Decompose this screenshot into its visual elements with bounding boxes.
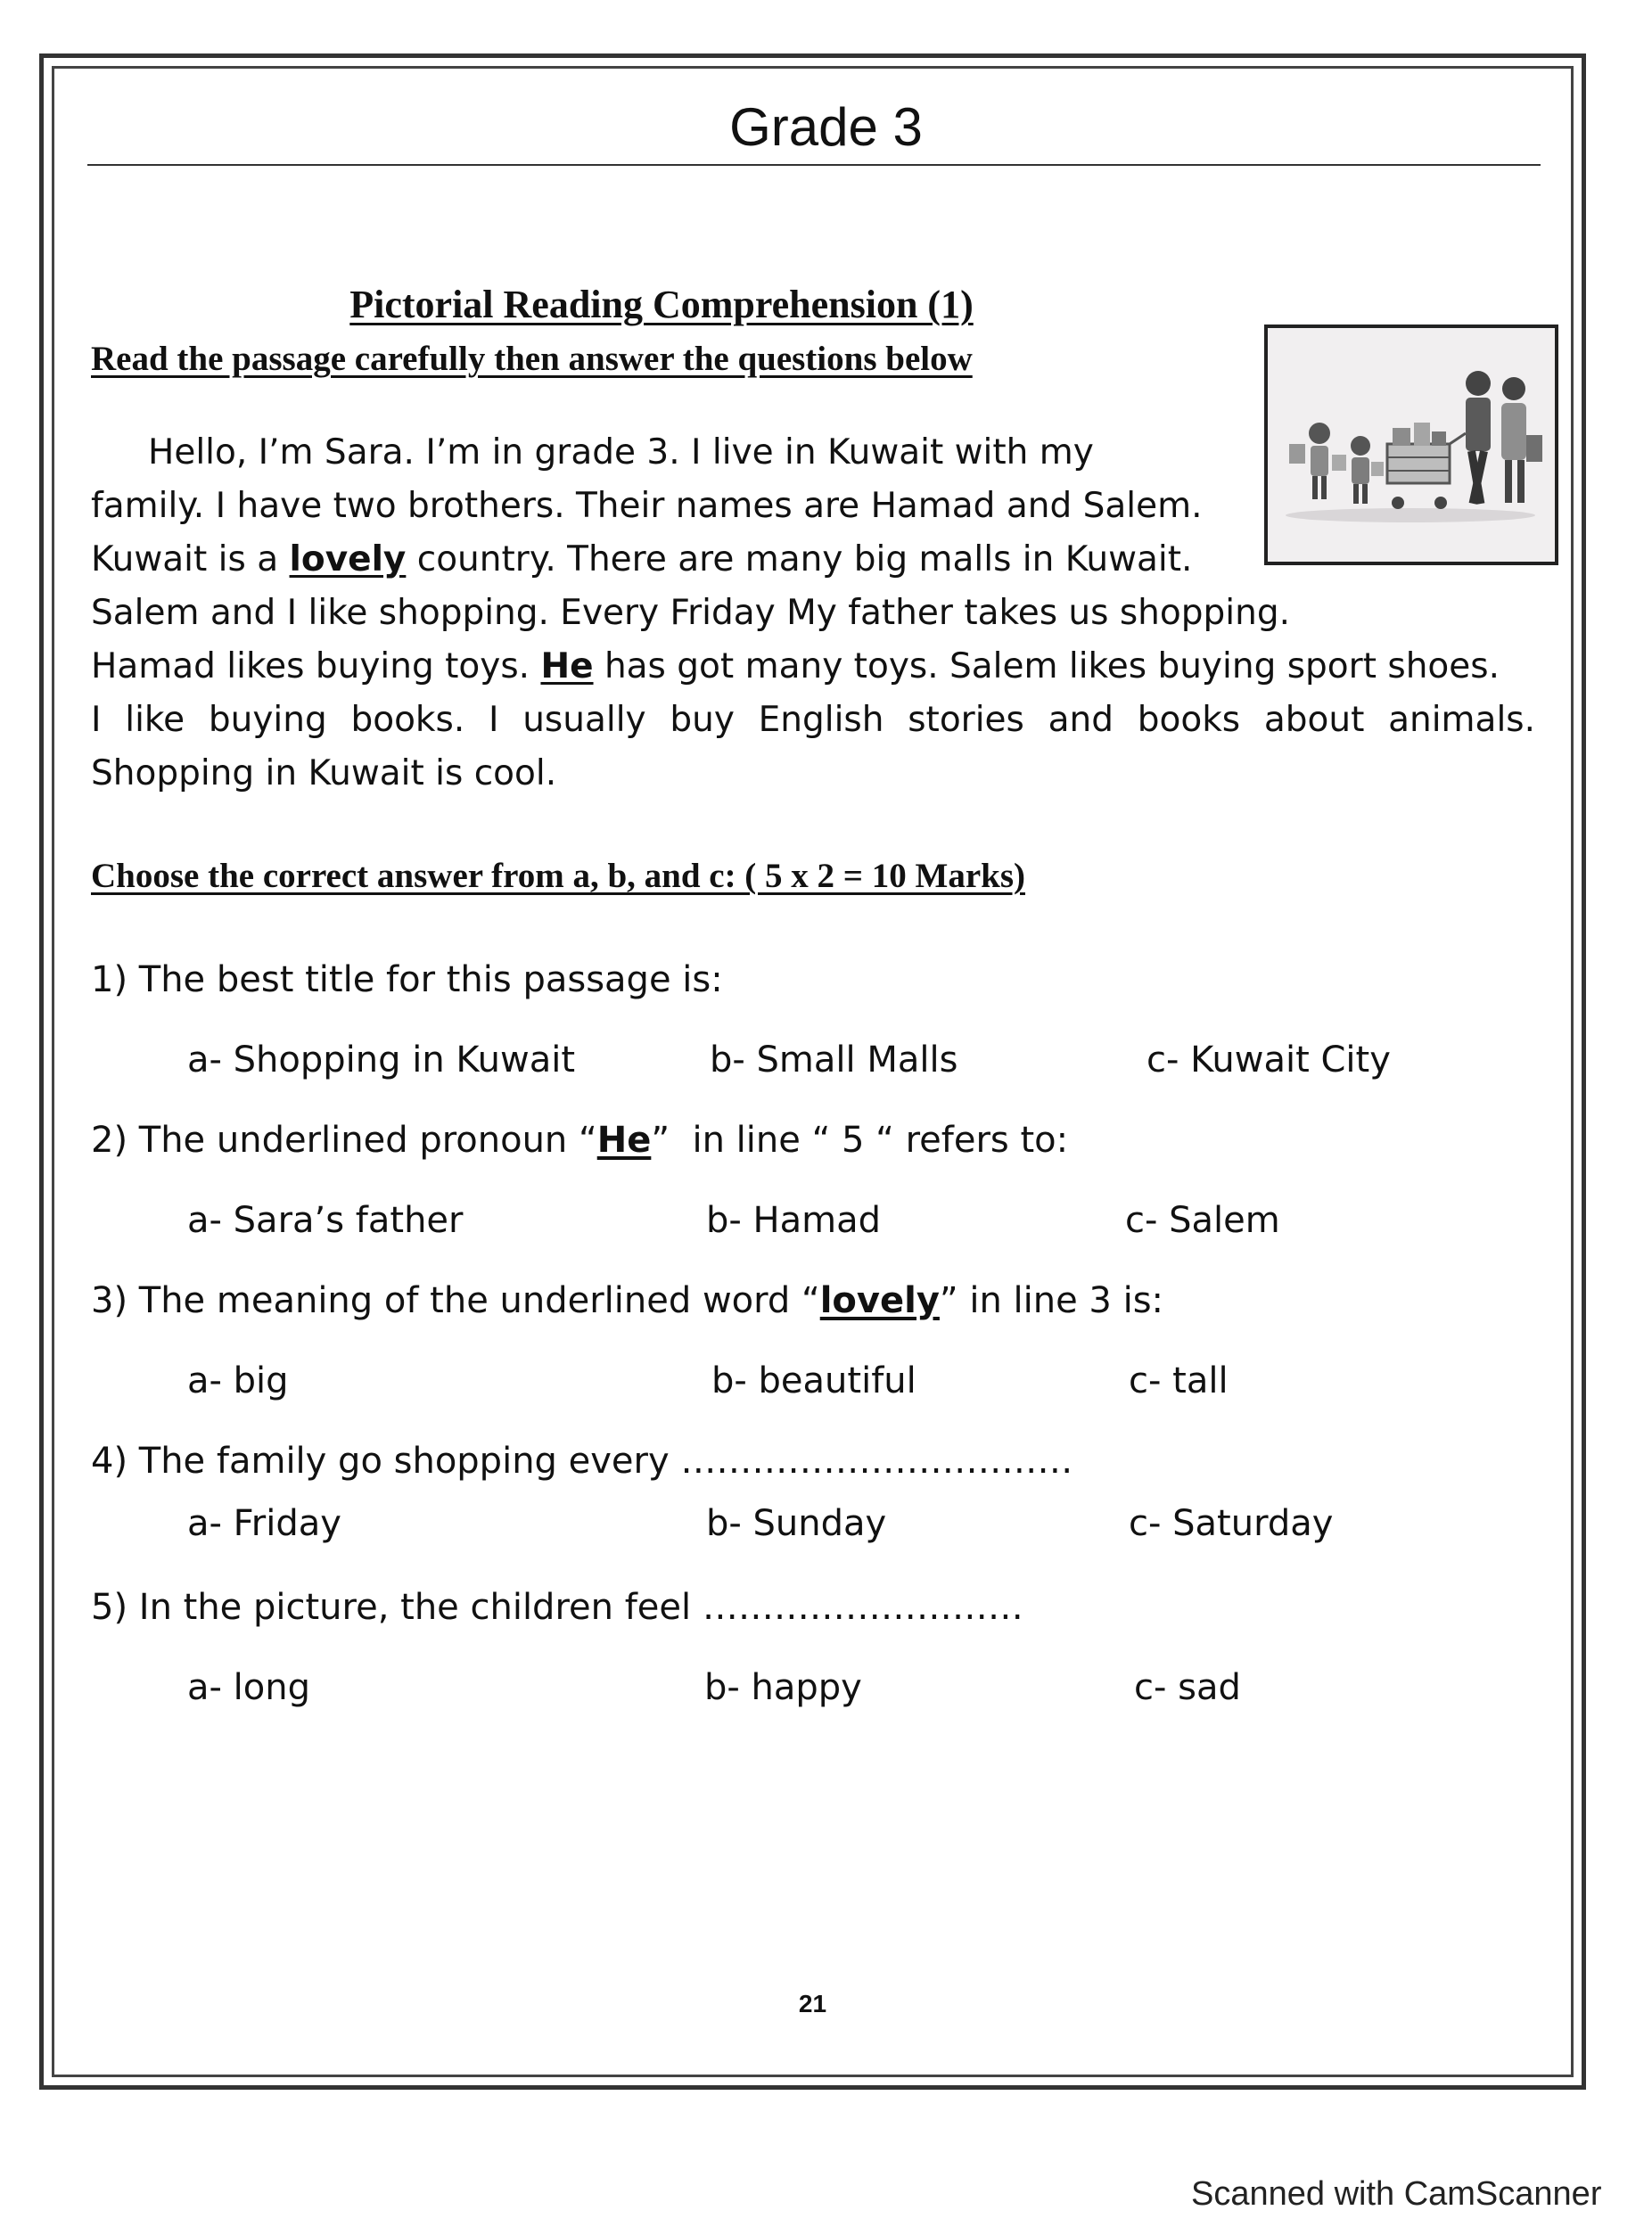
q2-option-b[interactable]: b- Hamad <box>706 1200 881 1241</box>
question-5: 5) In the picture, the children feel ……………………… <box>91 1587 1023 1628</box>
passage-line-4: Salem and I like shopping. Every Friday My father takes us shopping. <box>91 593 1290 633</box>
question-1: 1) The best title for this passage is: <box>91 959 723 1000</box>
passage-line-7: Shopping in Kuwait is cool. <box>91 753 557 793</box>
scanner-watermark: Scanned with CamScanner <box>1191 2175 1602 2213</box>
passage-line-6: I like buying books. I usually buy English stories and books about animals. <box>91 700 1535 740</box>
q3-option-b[interactable]: b- beautiful <box>711 1360 916 1401</box>
passage-line-2: family. I have two brothers. Their names are Hamad and Salem. <box>91 486 1203 526</box>
q5-option-a[interactable]: a- long <box>187 1667 310 1708</box>
q4-option-b[interactable]: b- Sunday <box>706 1503 887 1544</box>
worksheet-instruction: Read the passage carefully then answer the questions below <box>91 340 973 378</box>
q3-option-a[interactable]: a- big <box>187 1360 289 1401</box>
choose-answer-heading: Choose the correct answer from a, b, and c: ( 5 x 2 = 10 Marks) <box>91 857 1025 895</box>
question-4: 4) The family go shopping every …………………………… <box>91 1441 1073 1482</box>
title-divider <box>87 164 1541 166</box>
q4-option-c[interactable]: c- Saturday <box>1129 1503 1334 1544</box>
passage-line-1: Hello, I’m Sara. I’m in grade 3. I live in Kuwait with my <box>148 432 1094 472</box>
underlined-word-lovely: lovely <box>289 539 407 579</box>
grade-heading: Grade 3 <box>729 97 923 157</box>
family-shopping-illustration <box>1268 328 1555 562</box>
family-shopping-picture <box>1264 325 1558 565</box>
question-3: 3) The meaning of the underlined word “lovely” in line 3 is: <box>91 1280 1164 1321</box>
q2-option-c[interactable]: c- Salem <box>1125 1200 1280 1241</box>
q2-option-a[interactable]: a- Sara’s father <box>187 1200 464 1241</box>
q1-option-a[interactable]: a- Shopping in Kuwait <box>187 1039 576 1081</box>
worksheet-title: Pictorial Reading Comprehension (1) <box>349 283 974 326</box>
passage-line-5: Hamad likes buying toys. He has got many toys. Salem likes buying sport shoes. <box>91 646 1500 686</box>
q4-option-a[interactable]: a- Friday <box>187 1503 341 1544</box>
q5-option-c[interactable]: c- sad <box>1134 1667 1241 1708</box>
q3-option-c[interactable]: c- tall <box>1129 1360 1229 1401</box>
q1-option-c[interactable]: c- Kuwait City <box>1147 1039 1391 1081</box>
q1-option-b[interactable]: b- Small Malls <box>710 1039 958 1081</box>
question-2: 2) The underlined pronoun “He” in line “ 5 “ refers to: <box>91 1120 1069 1161</box>
passage-line-3: Kuwait is a lovely country. There are many big malls in Kuwait. <box>91 539 1193 579</box>
page-number: 21 <box>798 1990 827 2017</box>
reading-passage <box>91 426 1535 801</box>
q5-option-b[interactable]: b- happy <box>704 1667 862 1708</box>
underlined-word-he: He <box>540 646 594 686</box>
